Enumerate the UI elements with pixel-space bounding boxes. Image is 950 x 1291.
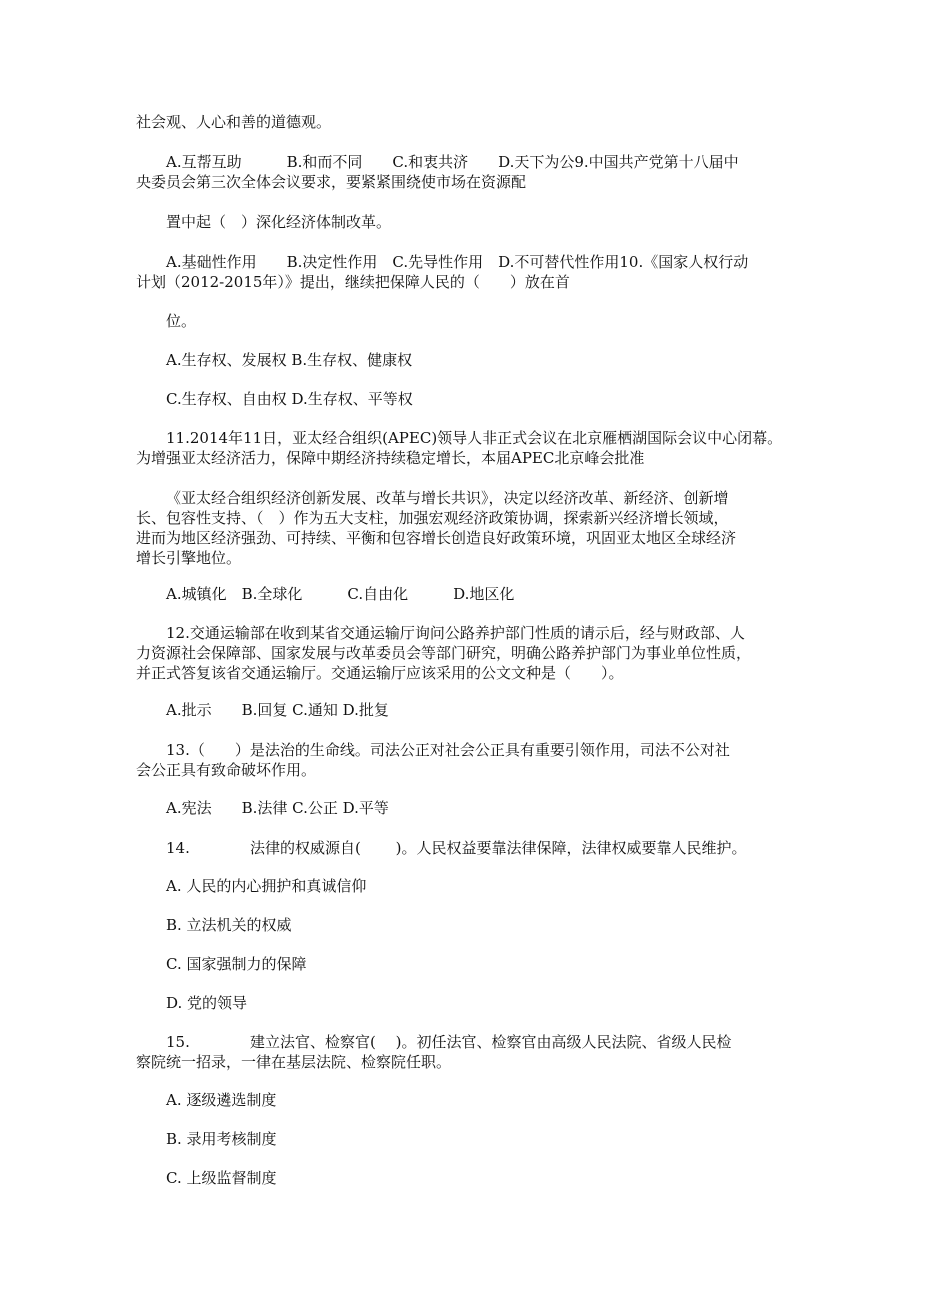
question-14-option-a: A. 人民的内心拥护和真诚信仰 [166, 877, 367, 895]
question-9-stem: 央委员会第三次全体会议要求，要紧紧围绕使市场在资源配 [136, 173, 527, 191]
question-12-stem: 12.交通运输部在收到某省交通运输厅询问公路养护部门性质的请示后，经与财政部、人 [166, 624, 745, 642]
question-15-option-c: C. 上级监督制度 [166, 1169, 277, 1187]
question-14-option-d: D. 党的领导 [166, 994, 248, 1012]
question-14-option-b: B. 立法机关的权威 [166, 916, 292, 934]
question-13-options: A.宪法 B.法律 C.公正 D.平等 [166, 799, 389, 817]
question-11-options: A.城镇化 B.全球化 C.自由化 D.地区化 [166, 585, 515, 603]
question-10-options-cd: C.生存权、自由权 D.生存权、平等权 [166, 390, 413, 408]
question-10-stem-cont: 位。 [166, 312, 197, 330]
question-15-stem-cont: 察院统一招录，一律在基层法院、检察院任职。 [136, 1053, 452, 1071]
question-15-option-b: B. 录用考核制度 [166, 1130, 277, 1148]
question-12-options: A.批示 B.回复 C.通知 D.批复 [166, 701, 389, 719]
question-13-stem: 13.（ ）是法治的生命线。司法公正对社会公正具有重要引领作用，司法不公对社 [166, 741, 730, 759]
question-14-option-c: C. 国家强制力的保障 [166, 955, 307, 973]
question-12-stem-cont: 并正式答复该省交通运输厅。交通运输厅应该采用的公文文种是（ ）。 [136, 664, 624, 682]
question-11-stem-para2: 增长引擎地位。 [136, 549, 242, 567]
question-15-option-a: A. 逐级遴选制度 [166, 1091, 277, 1109]
text-line: 社会观、人心和善的道德观。 [136, 113, 332, 131]
question-15-stem: 建立法官、检察官( )。初任法官、检察官由高级人民法院、省级人民检 [250, 1033, 732, 1051]
question-9-options: A.基础性作用 B.决定性作用 C.先导性作用 D.不可替代性作用10.《国家人权行动 [166, 253, 749, 271]
question-15-number: 15. [166, 1033, 190, 1051]
question-11-stem-cont: 为增强亚太经济活力，保障中期经济持续稳定增长，本届APEC北京峰会批准 [136, 449, 645, 467]
question-11-stem: 11.2014年11日，亚太经合组织(APEC)领导人非正式会议在北京雁栖湖国际会议中心闭幕。 [166, 429, 783, 447]
question-12-stem-cont: 力资源社会保障部、国家发展与改革委员会等部门研究，明确公路养护部门为事业单位性质， [136, 644, 752, 662]
question-11-stem-para2: 进而为地区经济强劲、可持续、平衡和包容增长创造良好政策环境，巩固亚太地区全球经济 [136, 529, 737, 547]
question-13-stem-cont: 会公正具有致命破坏作用。 [136, 761, 317, 779]
question-14-number: 14. [166, 839, 190, 857]
question-9-stem-cont: 置中起（ ）深化经济体制改革。 [166, 213, 392, 231]
question-11-stem-para2: 《亚太经合组织经济创新发展、改革与增长共识》，决定以经济改革、新经济、创新增 [166, 489, 729, 507]
question-11-stem-para2: 长、包容性支持、（ ）作为五大支柱，加强宏观经济政策协调，探索新兴经济增长领域， [136, 509, 729, 527]
question-14-stem: 法律的权威源自( )。人民权益要靠法律保障，法律权威要靠人民维护。 [250, 839, 747, 857]
question-10-options-ab: A.生存权、发展权 B.生存权、健康权 [166, 351, 413, 369]
question-8-options: A.互帮互助 B.和而不同 C.和衷共济 D.天下为公9.中国共产党第十八届中 [166, 153, 739, 171]
question-10-stem: 计划（2012-2015年）》提出，继续把保障人民的（ ）放在首 [136, 273, 570, 291]
